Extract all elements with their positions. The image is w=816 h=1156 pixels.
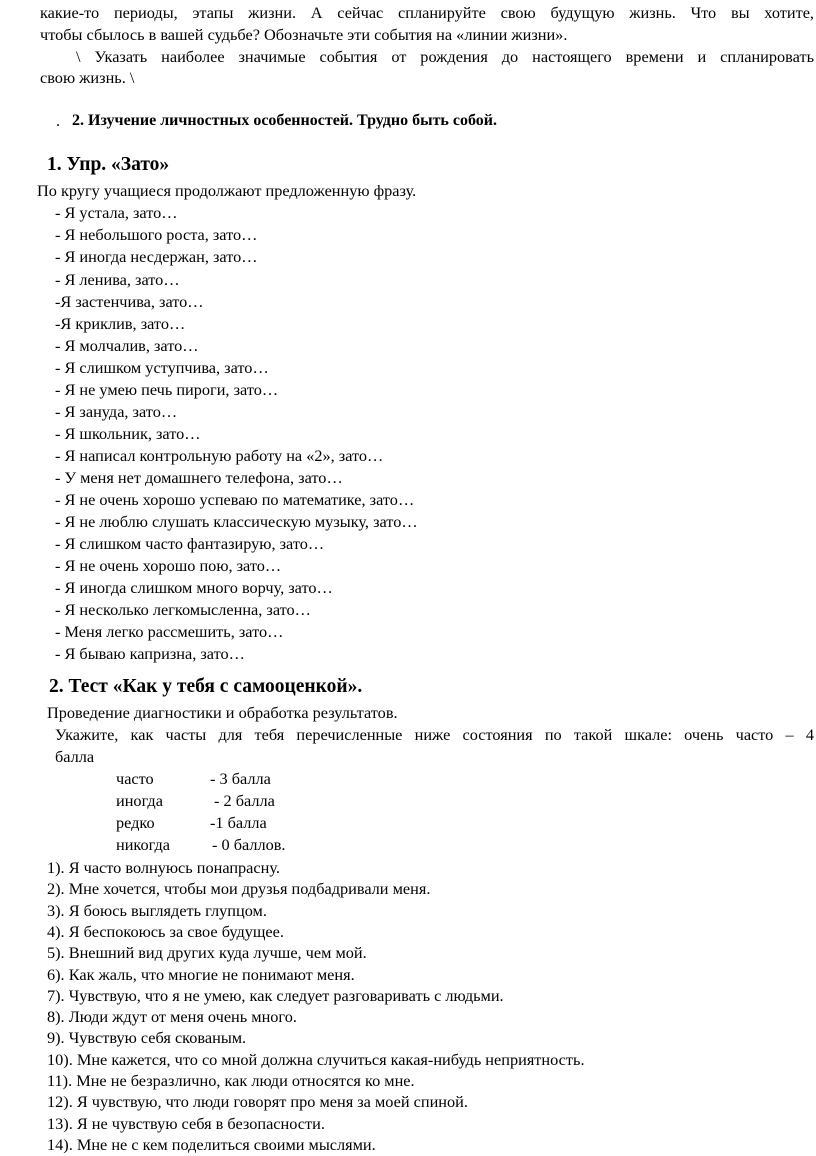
list-item: - Я небольшого роста, зато… bbox=[55, 225, 258, 244]
list-item: - Я слишком часто фантазирую, зато… bbox=[55, 534, 325, 553]
test-intro: Проведение диагностики и обработка результатов. bbox=[47, 703, 398, 722]
list-item: - Меня легко рассмешить, зато… bbox=[55, 622, 284, 641]
test-title: 2. Тест «Как у тебя с самооценкой». bbox=[49, 676, 363, 697]
list-item: -Я застенчива, зато… bbox=[55, 292, 204, 311]
list-item: - Я школьник, зато… bbox=[55, 424, 201, 443]
list-item: - Я устала, зато… bbox=[55, 203, 178, 222]
list-item: - Я молчалив, зато… bbox=[55, 336, 199, 355]
scale-value: - 0 баллов. bbox=[212, 835, 286, 854]
list-item: - Я ленива, зато… bbox=[55, 270, 180, 289]
list-item: - Я бываю капризна, зато… bbox=[55, 644, 245, 663]
list-item: 4). Я беспокоюсь за свое будущее. bbox=[47, 921, 284, 941]
list-item: 14). Мне не с кем поделиться своими мыслями. bbox=[47, 1134, 376, 1154]
list-item: - Я зануда, зато… bbox=[55, 402, 178, 421]
list-item: 11). Мне не безразлично, как люди относятся ко мне. bbox=[47, 1071, 415, 1090]
exercise-intro: По кругу учащиеся продолжают предложенную фразу. bbox=[37, 181, 417, 200]
intro-line-2: чтобы сбылось в вашей судьбе? Обозначьте эти события на «линии жизни». bbox=[40, 25, 568, 44]
exercise-title: 1. Упр. «Зато» bbox=[47, 154, 170, 175]
list-item: 8). Люди ждут от меня очень много. bbox=[47, 1007, 297, 1027]
list-item: - Я иногда несдержан, зато… bbox=[55, 247, 258, 266]
list-item: - Я не люблю слушать классическую музыку, зато… bbox=[55, 512, 418, 531]
scale-label: иногда bbox=[116, 791, 163, 810]
intro-line-1: какие-то периоды, этапы жизни. А сейчас спланируйте свою будущую жизнь. Что вы хотите, bbox=[40, 3, 814, 22]
list-item: - У меня нет домашнего телефона, зато… bbox=[55, 468, 343, 487]
list-item: 13). Я не чувствую себя в безопасности. bbox=[47, 1113, 325, 1133]
list-item: 3). Я боюсь выглядеть глупцом. bbox=[47, 900, 267, 920]
list-item: 2). Мне хочется, чтобы мои друзья подбадривали меня. bbox=[47, 879, 431, 899]
list-item: 5). Внешний вид других куда лучше, чем мой. bbox=[47, 943, 367, 963]
list-item: - Я несколько легкомысленна, зато… bbox=[55, 600, 311, 619]
list-item: 12). Я чувствую, что люди говорят про меня за моей спиной. bbox=[47, 1092, 468, 1112]
scale-label: редко bbox=[116, 813, 155, 832]
intro-line-4: свою жизнь. \ bbox=[40, 68, 135, 87]
instruction-line-1: Укажите, как часты для тебя перечисленные ниже состояния по такой шкале: очень часто – 4 bbox=[55, 725, 814, 744]
intro-line-3: \ Указать наиболее значимые события от рождения до настоящего времени и спланировать bbox=[76, 47, 814, 66]
list-item: - Я иногда слишком много ворчу, зато… bbox=[55, 578, 333, 597]
list-item: - Я написал контрольную работу на «2», зато… bbox=[55, 446, 384, 465]
list-item: - Я слишком уступчива, зато… bbox=[55, 358, 269, 377]
list-item: 9). Чувствую себя скованым. bbox=[47, 1028, 247, 1048]
scale-value: - 3 балла bbox=[210, 769, 271, 788]
instruction-line-2: балла bbox=[55, 747, 95, 766]
scale-value: - 2 балла bbox=[214, 791, 275, 810]
list-item: - Я не очень хорошо пою, зато… bbox=[55, 556, 282, 575]
section-heading: 2. Изучение личностных особенностей. Трудно быть собой. bbox=[72, 112, 497, 129]
list-item: - Я не очень хорошо успеваю по математике, зато… bbox=[55, 490, 415, 509]
list-item: 6). Как жаль, что многие не понимают меня. bbox=[47, 964, 355, 984]
list-item: 1). Я часто волнуюсь понапрасну. bbox=[47, 858, 280, 877]
section-bullet: . bbox=[56, 111, 61, 130]
scale-label: часто bbox=[116, 769, 154, 788]
list-item: - Я не умею печь пироги, зато… bbox=[55, 380, 279, 399]
list-item: 7). Чувствую, что я не умею, как следует разговаривать с людьми. bbox=[47, 985, 504, 1005]
list-item: 10). Мне кажется, что со мной должна случиться какая-нибудь неприятность. bbox=[47, 1049, 585, 1069]
list-item: -Я криклив, зато… bbox=[55, 314, 186, 333]
scale-label: никогда bbox=[116, 835, 171, 854]
scale-value: -1 балла bbox=[210, 813, 267, 832]
